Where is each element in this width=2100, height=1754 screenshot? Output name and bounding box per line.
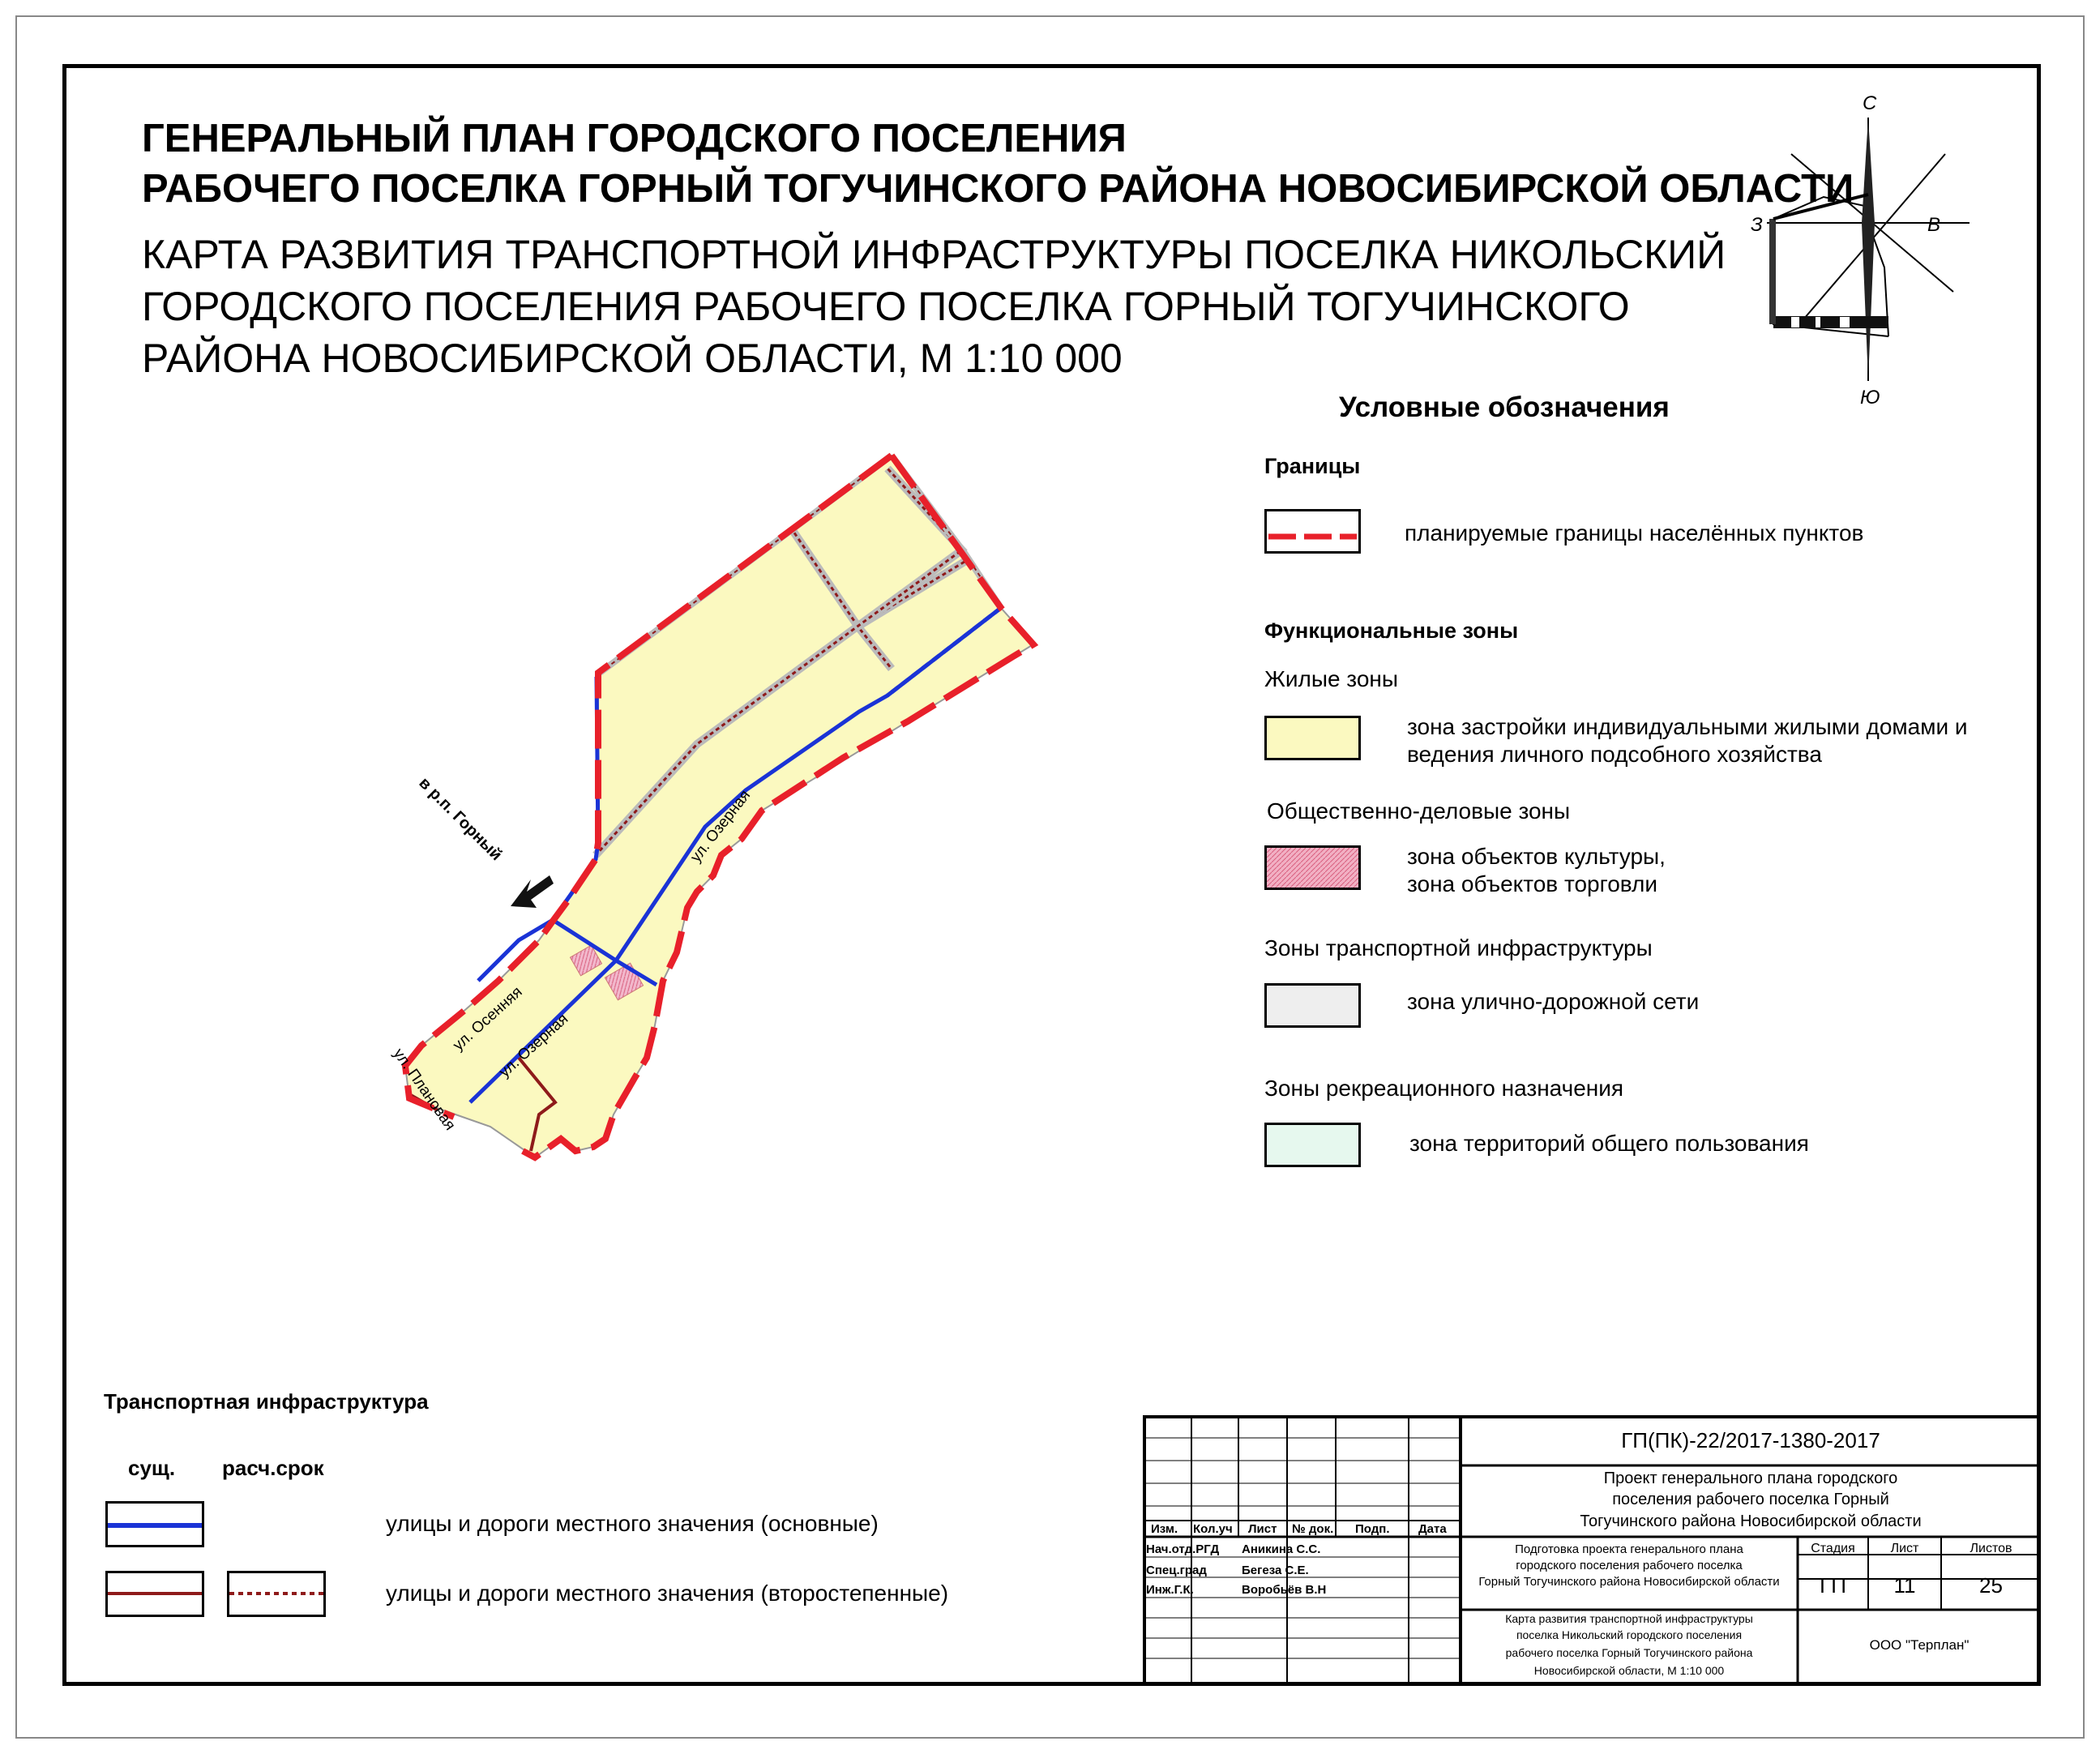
legend-business-heading: Общественно-деловые зоны: [1267, 798, 1571, 824]
stamp-map-line-2: поселка Никольский городского поселения: [1516, 1628, 1743, 1641]
legend-functional-heading: Функциональные зоны: [1264, 618, 1519, 643]
transport-secondary-roads-text: улицы и дороги местного значения (второстепенные): [386, 1581, 949, 1606]
stamp-prep-line-2: городского поселения рабочего поселка: [1516, 1559, 1743, 1572]
stamp-map-line-1: Карта развития транспортной инфраструктуры: [1505, 1612, 1753, 1625]
swatch-residential: [1264, 716, 1361, 760]
stamp-sheets-label: Листов: [1970, 1542, 2012, 1555]
stamp-sheet-value: 11: [1893, 1573, 1916, 1598]
compass-east-label: В: [1927, 214, 1941, 236]
stamp-name-3: Воробьёв В.Н: [1242, 1583, 1327, 1597]
direction-label: в р.п. Горный: [415, 774, 506, 865]
stamp-prep-line-1: Подготовка проекта генерального плана: [1515, 1542, 1743, 1556]
legend-residential-heading: Жилые зоны: [1264, 666, 1398, 691]
swatch-secondary-road-planned: [227, 1571, 326, 1617]
stamp-col-podp: Подп.: [1355, 1522, 1390, 1536]
swatch-main-road-existing: [105, 1501, 204, 1547]
stamp-role-2: Спец.град: [1146, 1564, 1207, 1577]
stamp-stage-label: Стадия: [1811, 1542, 1855, 1555]
transport-main-roads-text: улицы и дороги местного значения (основные): [386, 1511, 879, 1536]
transport-col-planned: расч.срок: [222, 1456, 324, 1480]
stamp-col-ndok: № док.: [1292, 1522, 1334, 1536]
stamp-code: ГП(ПК)-22/2017-1380-2017: [1621, 1428, 1880, 1452]
title-line-1: ГЕНЕРАЛЬНЫЙ ПЛАН ГОРОДСКОГО ПОСЕЛЕНИЯ: [142, 117, 1127, 160]
legend-residential-text-2: ведения личного подсобного хозяйства: [1407, 742, 1822, 767]
legend-boundaries-heading: Границы: [1264, 454, 1361, 478]
subtitle-line-2: ГОРОДСКОГО ПОСЕЛЕНИЯ РАБОЧЕГО ПОСЕЛКА ГОРНЫЙ ТОГУЧИНСКОГО: [142, 284, 1630, 329]
compass-north-label: С: [1863, 92, 1877, 114]
street-label-ozernaya-lower: ул. Озерная: [496, 1010, 572, 1081]
stamp-sheets-value: 25: [1979, 1573, 2003, 1598]
stamp-name-1: Аникина С.С.: [1242, 1542, 1321, 1556]
direction-arrow-icon: [511, 875, 554, 908]
stamp-project-line-1: Проект генерального плана городского: [1603, 1470, 1898, 1487]
legend-transport-zone-text: зона улично-дорожной сети: [1407, 989, 1700, 1014]
transport-col-existing: сущ.: [128, 1456, 176, 1480]
stamp-col-izm: Изм.: [1151, 1522, 1178, 1536]
swatch-transport-zone: [1264, 983, 1361, 1028]
legend-transport-zone-heading: Зоны транспортной инфраструктуры: [1264, 935, 1653, 960]
legend-recreation-text: зона территорий общего пользования: [1409, 1131, 1809, 1156]
stamp-name-2: Бегеза С.Е.: [1242, 1564, 1309, 1577]
swatch-secondary-road-existing: [105, 1571, 204, 1617]
swatch-business: [1264, 845, 1361, 890]
stamp-prep-line-3: Горный Тогучинского района Новосибирской области: [1478, 1575, 1780, 1589]
compass-south-label: Ю: [1860, 387, 1880, 409]
swatch-recreation: [1264, 1123, 1361, 1167]
legend-heading: Условные обозначения: [1339, 391, 1670, 423]
stamp-stage-value: ГП: [1820, 1573, 1846, 1598]
stamp-map-line-3: рабочего поселка Горный Тогучинского района: [1505, 1646, 1753, 1659]
title-line-2: РАБОЧЕГО ПОСЕЛКА ГОРНЫЙ ТОГУЧИНСКОГО РАЙОНА НОВОСИБИРСКОЙ ОБЛАСТИ: [142, 167, 1854, 211]
stamp-role-1: Нач.отд.РГД: [1146, 1542, 1220, 1556]
stamp-project-line-3: Тогучинского района Новосибирской области: [1580, 1512, 1922, 1530]
subtitle-line-3: РАЙОНА НОВОСИБИРСКОЙ ОБЛАСТИ, М 1:10 000: [142, 336, 1123, 381]
street-label-osennyaya: ул. Осенняя: [450, 983, 526, 1055]
compass-west-label: З: [1751, 214, 1763, 236]
stamp-col-list: Лист: [1248, 1522, 1277, 1536]
stamp-company: ООО "Терплан": [1869, 1637, 1970, 1653]
street-label-planovaya: ул. Плановая: [389, 1046, 459, 1134]
street-label-ozernaya-upper: ул. Озерная: [687, 787, 755, 866]
residential-zone: [405, 456, 1033, 1157]
transport-legend-heading: Транспортная инфраструктура: [104, 1389, 429, 1414]
stamp-role-3: Инж.Г.К.: [1146, 1583, 1194, 1597]
legend-residential-text-1: зона застройки индивидуальными жилыми домами и: [1407, 714, 1968, 739]
stamp-sheet-label: Лист: [1890, 1542, 1919, 1555]
subtitle-line-1: КАРТА РАЗВИТИЯ ТРАНСПОРТНОЙ ИНФРАСТРУКТУРЫ ПОСЕЛКА НИКОЛЬСКИЙ: [142, 232, 1726, 277]
stamp-col-data: Дата: [1418, 1522, 1447, 1536]
stamp-project-line-2: поселения рабочего поселка Горный: [1612, 1491, 1889, 1508]
legend-recreation-heading: Зоны рекреационного назначения: [1264, 1076, 1624, 1101]
swatch-planned-boundary: [1264, 509, 1361, 554]
stamp-map-line-4: Новосибирской области, М 1:10 000: [1533, 1664, 1725, 1677]
legend-boundary-text: планируемые границы населённых пунктов: [1405, 520, 1864, 545]
legend-business-text-2: зона объектов торговли: [1407, 871, 1657, 896]
stamp-col-kolu: Кол.уч: [1193, 1522, 1233, 1536]
legend-business-text-1: зона объектов культуры,: [1407, 844, 1666, 869]
